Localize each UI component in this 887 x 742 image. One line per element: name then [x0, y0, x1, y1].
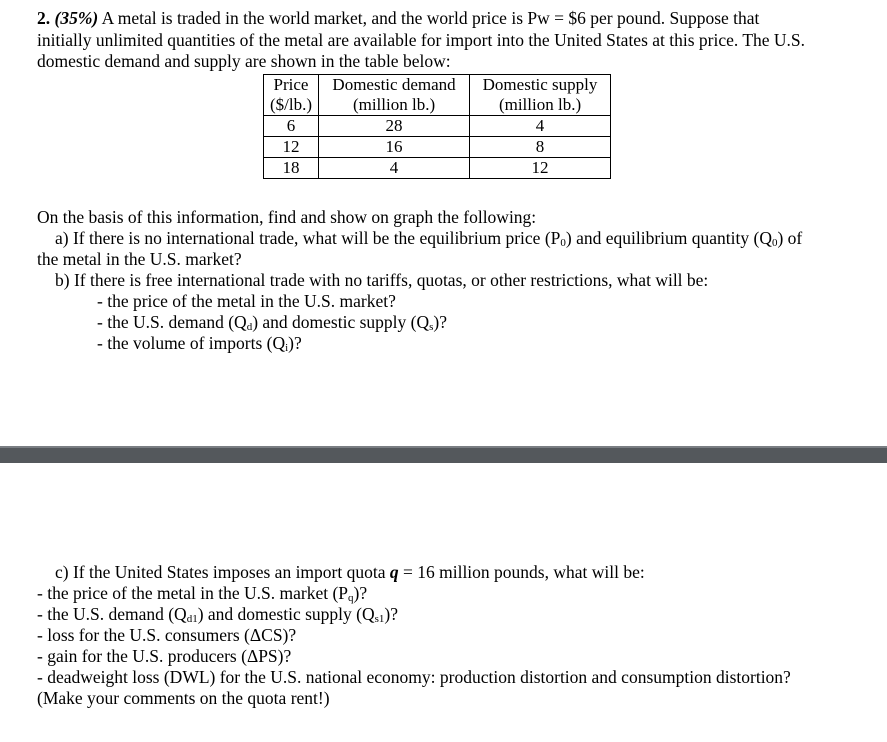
problem-intro-line-1	[37, 8, 759, 29]
table-row	[264, 158, 611, 179]
demand-supply-table	[263, 74, 611, 179]
table-cell-price: 6	[264, 116, 319, 137]
task-c-line-1: c) If the United States imposes an import quota q = 16 million pounds, what will be:	[55, 562, 645, 582]
task-b-line-1: b) If there is free international trade with no tariffs, quotas, or other restrictions, what will be:	[55, 270, 709, 290]
page-divider-edge	[0, 446, 887, 448]
task-c-item-6: (Make your comments on the quota rent!)	[37, 688, 330, 708]
table-cell-demand: 4	[319, 158, 470, 179]
table-row	[264, 116, 611, 137]
quota-symbol: q	[389, 562, 399, 582]
table-cell-supply: 8	[470, 137, 611, 158]
problem-intro-line-2: initially unlimited quantities of the metal are available for import into the United States at this price. The U.S.	[37, 30, 806, 50]
problem-number: 2.	[37, 8, 51, 28]
task-b-item-2: - the U.S. demand $(Q_d)$ and domestic supply $(Q_s)$?	[97, 312, 448, 333]
table-header-demand: Domestic demand (million lb.)	[319, 75, 470, 116]
task-a-line-2: the metal in the U.S. market?	[37, 249, 242, 269]
task-c-item-1: - the price of the metal in the U.S. market $(P_q)$?	[37, 583, 368, 604]
task-c-item-3: - loss for the U.S. consumers (ΔCS)?	[37, 625, 297, 645]
table-row	[264, 137, 611, 158]
tasks-intro: On the basis of this information, find and show on graph the following:	[37, 207, 537, 227]
table-header-supply: Domestic supply (million lb.)	[470, 75, 611, 116]
task-c-item-5: - deadweight loss (DWL) for the U.S. national economy: production distortion and consumption distortion?	[37, 667, 791, 687]
task-c-item-4: - gain for the U.S. producers (ΔPS)?	[37, 646, 292, 666]
task-b-item-1: - the price of the metal in the U.S. market?	[97, 291, 396, 311]
problem-weight: (35%)	[54, 8, 99, 28]
table-header-price: Price ($/lb.)	[264, 75, 319, 116]
task-c-item-2: - the U.S. demand $(Q_{d1})$ and domestic supply $(Q_{s1})$?	[37, 604, 399, 625]
table-cell-demand: 28	[319, 116, 470, 137]
task-b-item-3: - the volume of imports $(Q_i)$?	[97, 333, 302, 354]
table-cell-price: 18	[264, 158, 319, 179]
problem-text-1: A metal is traded in the world market, and the world price is Pw = $6 per pound. Suppose that	[101, 8, 760, 28]
table-header-row	[264, 75, 611, 116]
table-cell-supply: 4	[470, 116, 611, 137]
task-a-line-1: a) If there is no international trade, what will be the equilibrium price $(P_0)$ and equilibrium quantity $(Q_0)$ of	[55, 228, 803, 249]
table-cell-demand: 16	[319, 137, 470, 158]
table-cell-price: 12	[264, 137, 319, 158]
page-divider	[0, 446, 887, 463]
table-cell-supply: 12	[470, 158, 611, 179]
problem-intro-line-3: domestic demand and supply are shown in the table below:	[37, 51, 451, 71]
